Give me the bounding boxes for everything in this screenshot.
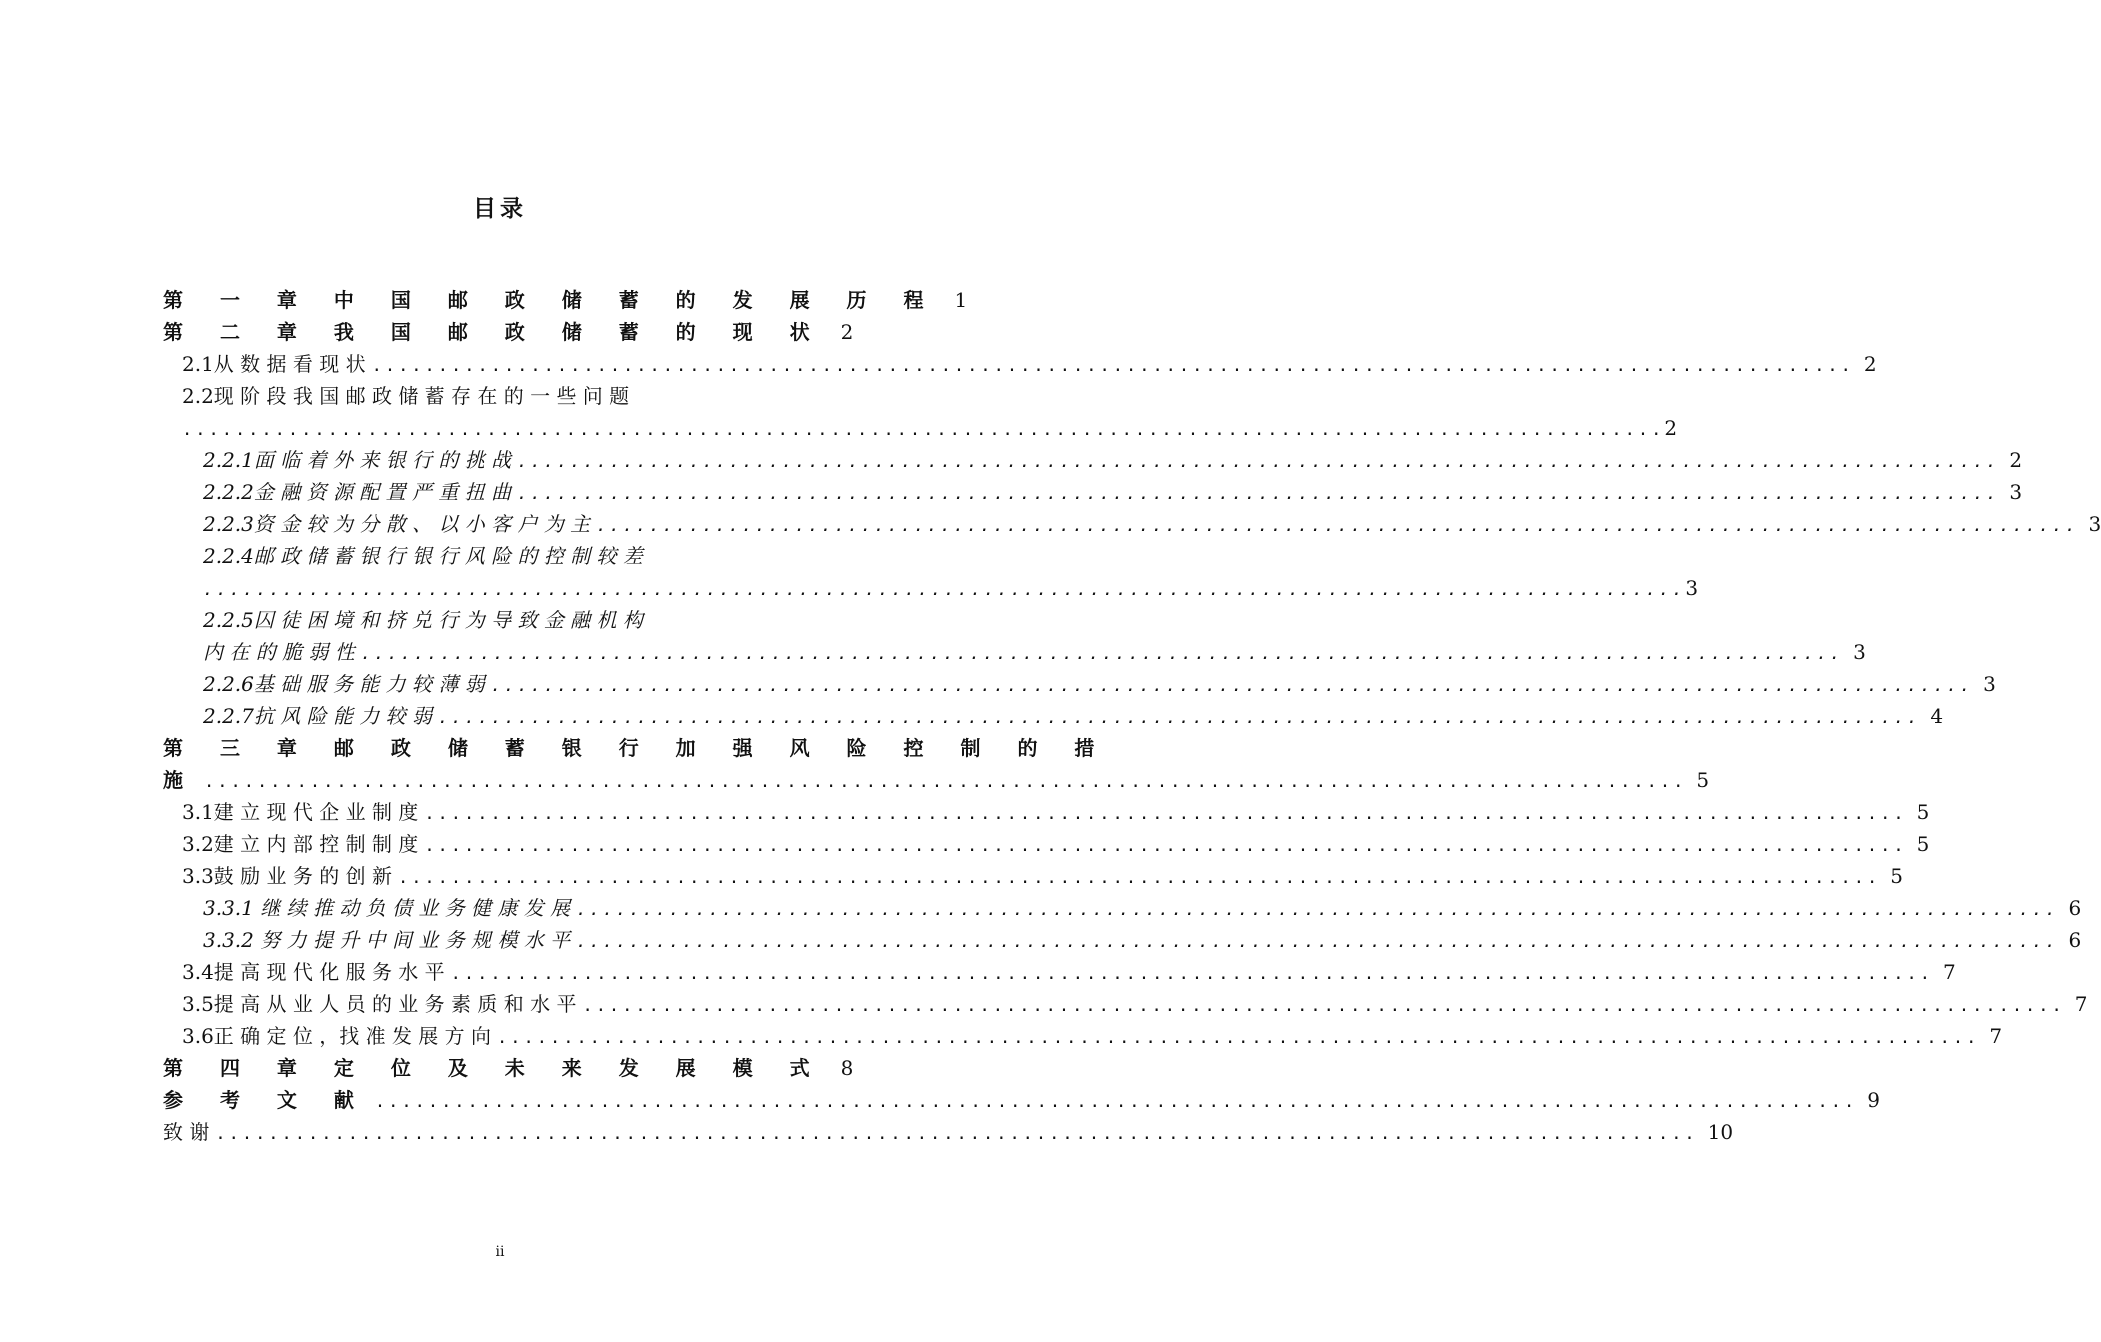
- toc-entry-title: 3.4提 高 现 代 化 服 务 水 平: [182, 960, 445, 984]
- toc-entry-page: 8: [840, 1056, 854, 1080]
- toc-entry-title: 参 考 文 献: [163, 1088, 369, 1112]
- toc-leader-dots: ................................................................................................................: [450, 964, 1933, 984]
- toc-entry-title: 第 三 章 邮 政 储 蓄 银 行 加 强 风 险 控 制 的 措: [163, 736, 1110, 760]
- toc-entry-page: 5: [1696, 768, 1710, 792]
- toc-entry-page: 5: [1890, 864, 1903, 888]
- toc-entry-page: 1: [954, 288, 968, 312]
- toc-entry-title: 2.2.3资 金 较 为 分 散 、 以 小 客 户 为 主: [203, 512, 591, 536]
- toc-leader-dots: ................................................................................................................: [582, 996, 2065, 1016]
- toc-entry[interactable]: [163, 1052, 854, 1084]
- toc-entry-title: 2.2.2金 融 资 源 配 置 严 重 扭 曲: [203, 480, 512, 504]
- toc-leader-dots: ................................................................................................................: [497, 1028, 1980, 1048]
- toc-leader-dots: ................................................................................................................: [424, 836, 1907, 856]
- toc-entry-title: 3.1建 立 现 代 企 业 制 度: [182, 800, 419, 824]
- toc-entry-title: 2.2.7抗 风 险 能 力 较 弱: [203, 704, 433, 728]
- toc-entry[interactable]: [163, 508, 2101, 540]
- toc-entry-title: 第 一 章 中 国 邮 政 储 蓄 的 发 展 历 程: [163, 288, 939, 312]
- toc-entry[interactable]: [163, 604, 831, 636]
- toc-leader-dots: ................................................................................................................: [517, 452, 2000, 472]
- toc-entry[interactable]: [163, 828, 1930, 860]
- toc-entry-page: 4: [1930, 704, 1944, 728]
- toc-leader-dots: ................................................................................................................: [203, 580, 1686, 600]
- toc-leader-dots: ................................................................................................................: [371, 356, 1854, 376]
- toc-leader-dots: ................................................................................................................: [397, 868, 1881, 888]
- table-of-contents: [163, 284, 2101, 1148]
- toc-entry-page: 5: [1916, 832, 1930, 856]
- toc-leader-dots: ................................................................................................................: [204, 772, 1687, 792]
- toc-entry-title: 3.3鼓 励 业 务 的 创 新: [182, 864, 392, 888]
- toc-entry-page: 2: [1863, 352, 1877, 376]
- toc-entry[interactable]: [163, 572, 1699, 604]
- toc-entry-title: 2.1从 数 据 看 现 状: [182, 352, 366, 376]
- toc-entry-page: 3: [2009, 480, 2023, 504]
- toc-entry-page: 3: [2088, 512, 2101, 536]
- toc-entry-page: 2: [1664, 416, 1678, 440]
- toc-entry-page: 6: [2068, 896, 2082, 920]
- toc-entry[interactable]: [163, 540, 831, 572]
- toc-entry-page: 7: [1989, 1024, 2003, 1048]
- toc-entry[interactable]: [163, 1116, 1734, 1148]
- toc-entry[interactable]: [163, 476, 2023, 508]
- toc-entry-page: 6: [2068, 928, 2082, 952]
- toc-entry[interactable]: [163, 700, 1944, 732]
- toc-entry-page: 3: [1853, 640, 1866, 664]
- toc-leader-dots: ................................................................................................................: [576, 900, 2059, 920]
- toc-entry-page: 5: [1916, 800, 1930, 824]
- toc-entry[interactable]: [163, 988, 2088, 1020]
- toc-entry[interactable]: [163, 284, 968, 316]
- page-number: ii: [495, 1244, 505, 1260]
- toc-entry-title: 3.5提 高 从 业 人 员 的 业 务 素 质 和 水 平: [182, 992, 577, 1016]
- toc-entry-title: 第 四 章 定 位 及 未 来 发 展 模 式: [163, 1056, 825, 1080]
- toc-entry[interactable]: [163, 636, 1866, 668]
- toc-entry-title: 第 二 章 我 国 邮 政 储 蓄 的 现 状: [163, 320, 825, 344]
- toc-entry-title: 3.6正 确 定 位 ，找 准 发 展 方 向: [182, 1024, 492, 1048]
- toc-entry-title: 致 谢: [163, 1120, 210, 1144]
- toc-entry-title: 3.3.1 继 续 推 动 负 债 业 务 健 康 发 展: [203, 896, 571, 920]
- toc-leader-dots: ................................................................................................................: [215, 1124, 1698, 1144]
- toc-entry[interactable]: [163, 1020, 2003, 1052]
- toc-leader-dots: ................................................................................................................: [576, 932, 2059, 952]
- toc-entry-title: 2.2.4邮 政 储 蓄 银 行 银 行 风 险 的 控 制 较 差: [203, 544, 643, 568]
- toc-entry-page: 9: [1867, 1088, 1880, 1112]
- toc-entry[interactable]: [163, 668, 1996, 700]
- toc-leader-dots: ................................................................................................................: [596, 516, 2079, 536]
- toc-entry[interactable]: [163, 764, 1710, 796]
- toc-leader-dots: ................................................................................................................: [490, 676, 1974, 696]
- toc-entry-page: 2: [2009, 448, 2023, 472]
- toc-entry[interactable]: [163, 796, 1930, 828]
- toc-entry-title: 3.3.2 努 力 提 升 中 间 业 务 规 模 水 平: [203, 928, 571, 952]
- toc-entry-title: 2.2.1面 临 着 外 来 银 行 的 挑 战: [203, 448, 512, 472]
- toc-entry-title: 2.2.5囚 徒 困 境 和 挤 兑 行 为 导 致 金 融 机 构: [203, 608, 643, 632]
- toc-entry-page: 10: [1707, 1120, 1734, 1144]
- toc-leader-dots: ................................................................................................................: [374, 1092, 1858, 1112]
- toc-entry[interactable]: [163, 412, 1678, 444]
- toc-entry-title: 2.2现 阶 段 我 国 邮 政 储 蓄 存 在 的 一 些 问 题: [182, 384, 630, 408]
- toc-entry-page: 3: [1983, 672, 1996, 696]
- toc-title: 目录: [473, 196, 527, 222]
- toc-entry[interactable]: [163, 732, 1110, 764]
- toc-entry-title: 2.2.6基 础 服 务 能 力 较 薄 弱: [203, 672, 485, 696]
- toc-entry[interactable]: [163, 924, 2082, 956]
- toc-entry-title: 内 在 的 脆 弱 性: [203, 640, 355, 664]
- toc-entry[interactable]: [163, 380, 831, 412]
- toc-entry[interactable]: [163, 860, 1903, 892]
- toc-entry[interactable]: [163, 348, 1877, 380]
- toc-entry-page: 3: [1685, 576, 1699, 600]
- toc-entry-page: 7: [2074, 992, 2088, 1016]
- toc-leader-dots: ................................................................................................................: [182, 420, 1665, 440]
- toc-entry-page: 7: [1942, 960, 1956, 984]
- toc-entry-title: 施: [163, 768, 198, 792]
- toc-leader-dots: ................................................................................................................: [360, 644, 1844, 664]
- toc-leader-dots: ................................................................................................................: [517, 484, 2000, 504]
- toc-entry[interactable]: [163, 444, 2023, 476]
- toc-entry[interactable]: [163, 316, 854, 348]
- toc-entry[interactable]: [163, 956, 1956, 988]
- toc-entry-title: 3.2建 立 内 部 控 制 制 度: [182, 832, 419, 856]
- toc-entry-page: 2: [840, 320, 854, 344]
- toc-leader-dots: ................................................................................................................: [438, 708, 1921, 728]
- toc-entry[interactable]: [163, 1084, 1880, 1116]
- toc-entry[interactable]: [163, 892, 2082, 924]
- toc-leader-dots: ................................................................................................................: [424, 804, 1907, 824]
